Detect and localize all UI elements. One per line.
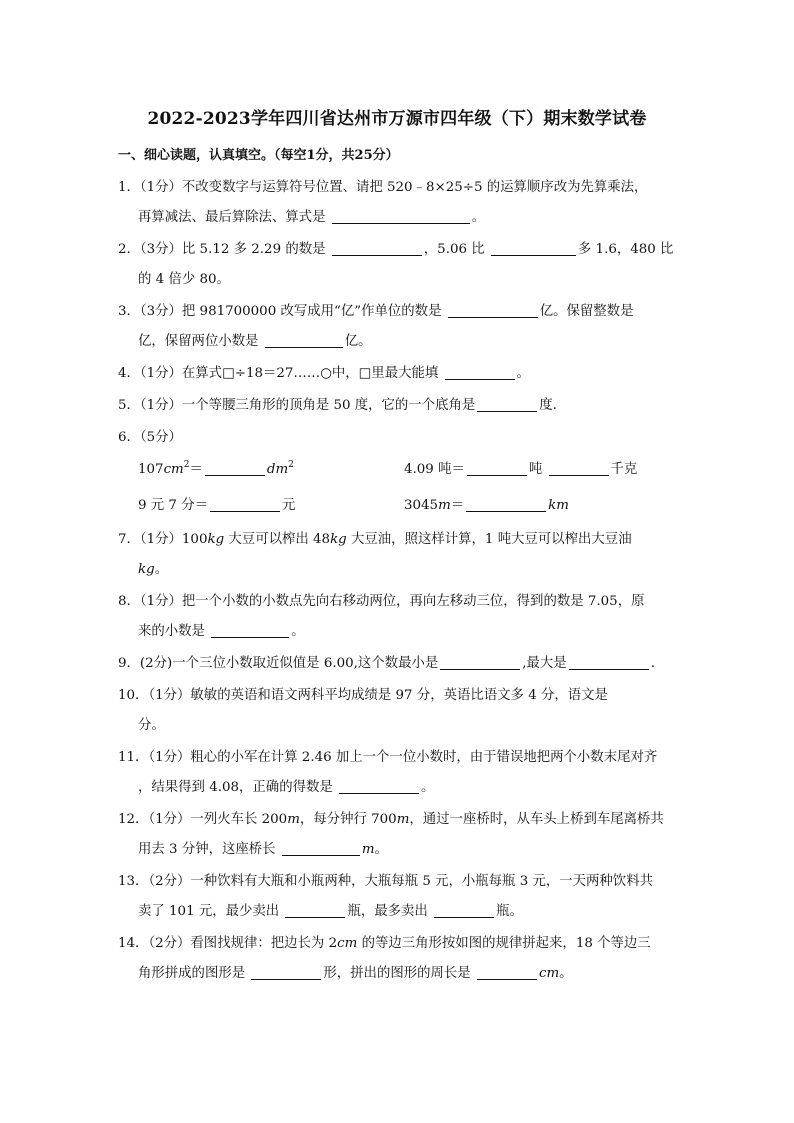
page-title: 2022-2023学年四川省达州市万源市四年级（下）期末数学试卷 [147,109,647,129]
answer-blank[interactable] [434,902,494,918]
question-2: 2．（3分）比 5.12 多 2.29 的数是 ，5.06 比 多 1.6，480 比 [118,242,674,257]
question-4: 4．（1分）在算式□÷18＝27……○中，□里最大能填 。 [118,366,530,381]
question-6-row2-left: 9 元 7 分＝ 元 [138,498,296,513]
section-heading: 一、细心读题，认真填空。（每空1分，共25分） [118,148,399,163]
answer-blank[interactable] [569,654,649,670]
answer-blank[interactable] [339,778,419,794]
answer-blank[interactable] [332,240,422,256]
answer-blank[interactable] [448,302,538,318]
question-3: 3．（3分）把 981700000 改写成用“亿”作单位的数是 亿。保留整数是 [118,304,634,319]
answer-blank[interactable] [466,496,546,512]
question-1-cont: 再算减法、最后算除法、算式是 。 [138,210,486,225]
answer-blank[interactable] [332,208,470,224]
question-1: 1．（1分）不改变数字与运算符号位置、请把 520﹣8×25÷5 的运算顺序改为先算乘法， [118,180,648,195]
answer-blank[interactable] [211,622,289,638]
question-6-row1-right: 4.09 吨＝ 吨 千克 [404,462,638,477]
question-3-cont: 亿，保留两位小数是 亿。 [138,334,372,349]
answer-blank[interactable] [467,460,527,476]
answer-blank[interactable] [440,654,520,670]
question-6-row1-left: $107cm^2= dm^2$ [138,460,294,477]
question-13-cont: 卖了 101 元，最少卖出 瓶，最多卖出 瓶。 [138,904,523,919]
answer-blank[interactable] [282,840,360,856]
question-6: 6．（5分） [118,430,182,445]
question-14: 14．（2分）看图找规律：把边长为 2cm 的等边三角形按如图的规律拼起来，18 个等边三 [118,936,651,951]
answer-blank[interactable] [205,460,265,476]
answer-blank[interactable] [491,240,576,256]
answer-blank[interactable] [265,332,343,348]
answer-blank[interactable] [251,964,321,980]
answer-blank[interactable] [549,460,609,476]
answer-blank[interactable] [477,964,537,980]
question-9: 9．(2分)一个三位小数取近似值是 6.00,这个数最小是 ,最大是 . [118,656,655,671]
question-13: 13．（2分）一种饮料有大瓶和小瓶两种，大瓶每瓶 5 元，小瓶每瓶 3 元，一天两种饮料共 [118,874,653,889]
question-7-cont: kg。 [138,562,169,577]
question-6-row2-right: 3045m＝ km [404,498,569,513]
answer-blank[interactable] [285,902,345,918]
question-12: 12．（1分）一列火车长 200m，每分钟行 700m，通过一座桥时，从车头上桥到车尾离桥共 [118,812,664,827]
answer-blank[interactable] [210,496,280,512]
answer-blank[interactable] [477,396,537,412]
question-8-cont: 来的小数是 。 [138,624,305,639]
question-10-cont: 分。 [138,718,165,733]
question-5: 5．（1分）一个等腰三角形的顶角是 50 度，它的一个底角是 度. [118,398,557,413]
answer-blank[interactable] [445,364,515,380]
question-14-cont: 角形拼成的图形是 形，拼出的图形的周长是 cm。 [138,966,573,981]
question-8: 8．（1分）把一个小数的小数点先向右移动两位，再向左移动三位，得到的数是 7.05，原 [118,594,645,609]
question-11: 11．（1分）粗心的小军在计算 2.46 加上一个一位小数时，由于错误地把两个小数末尾对齐 [118,750,658,765]
question-11-cont: ，结果得到 4.08，正确的得数是 。 [138,780,435,795]
question-2-cont: 的 4 倍少 80。 [138,272,230,287]
question-12-cont: 用去 3 分钟，这座桥长 m。 [138,842,388,857]
question-7: 7．（1分）100kg 大豆可以榨出 48kg 大豆油，照这样计算，1 吨大豆可以榨出大豆油 [118,532,632,547]
question-10: 10．（1分）敏敏的英语和语文两科平均成绩是 97 分，英语比语文多 4 分，语文是 [118,688,608,703]
